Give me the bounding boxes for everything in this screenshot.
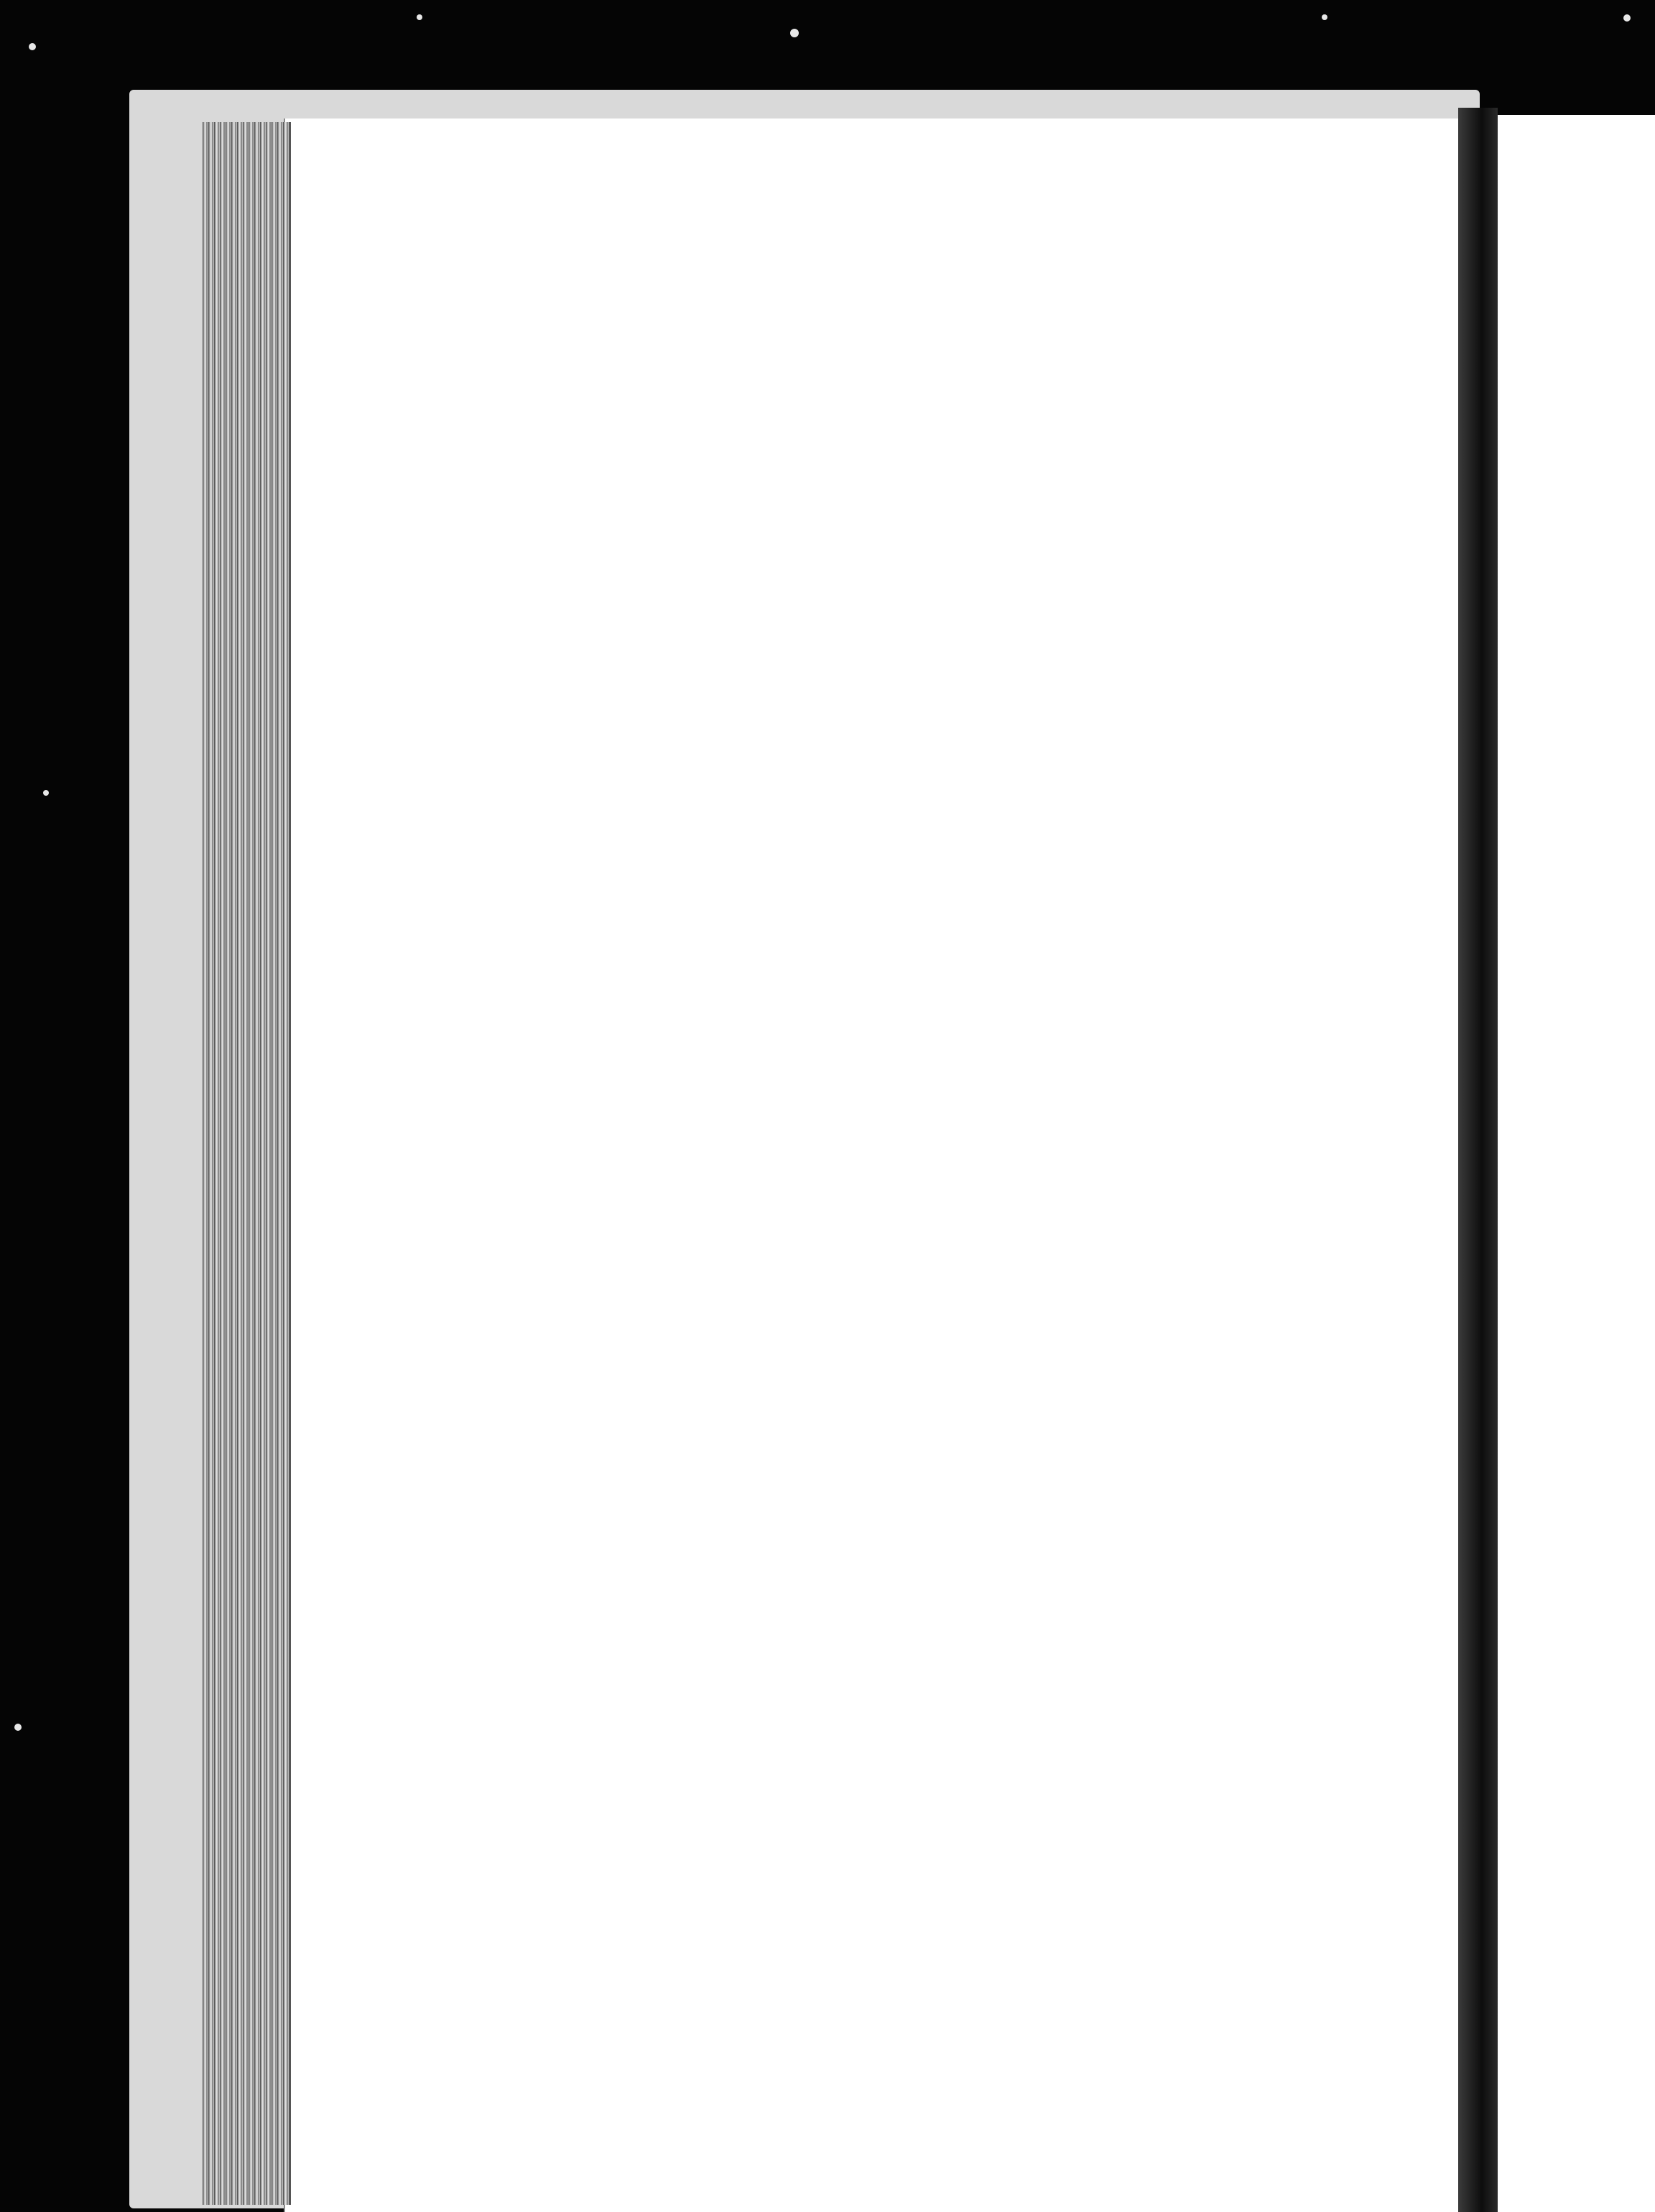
left-page — [284, 118, 1463, 2212]
book-gutter — [1458, 108, 1498, 2212]
right-page — [1498, 115, 1655, 2212]
page-fore-edge — [203, 122, 291, 2205]
